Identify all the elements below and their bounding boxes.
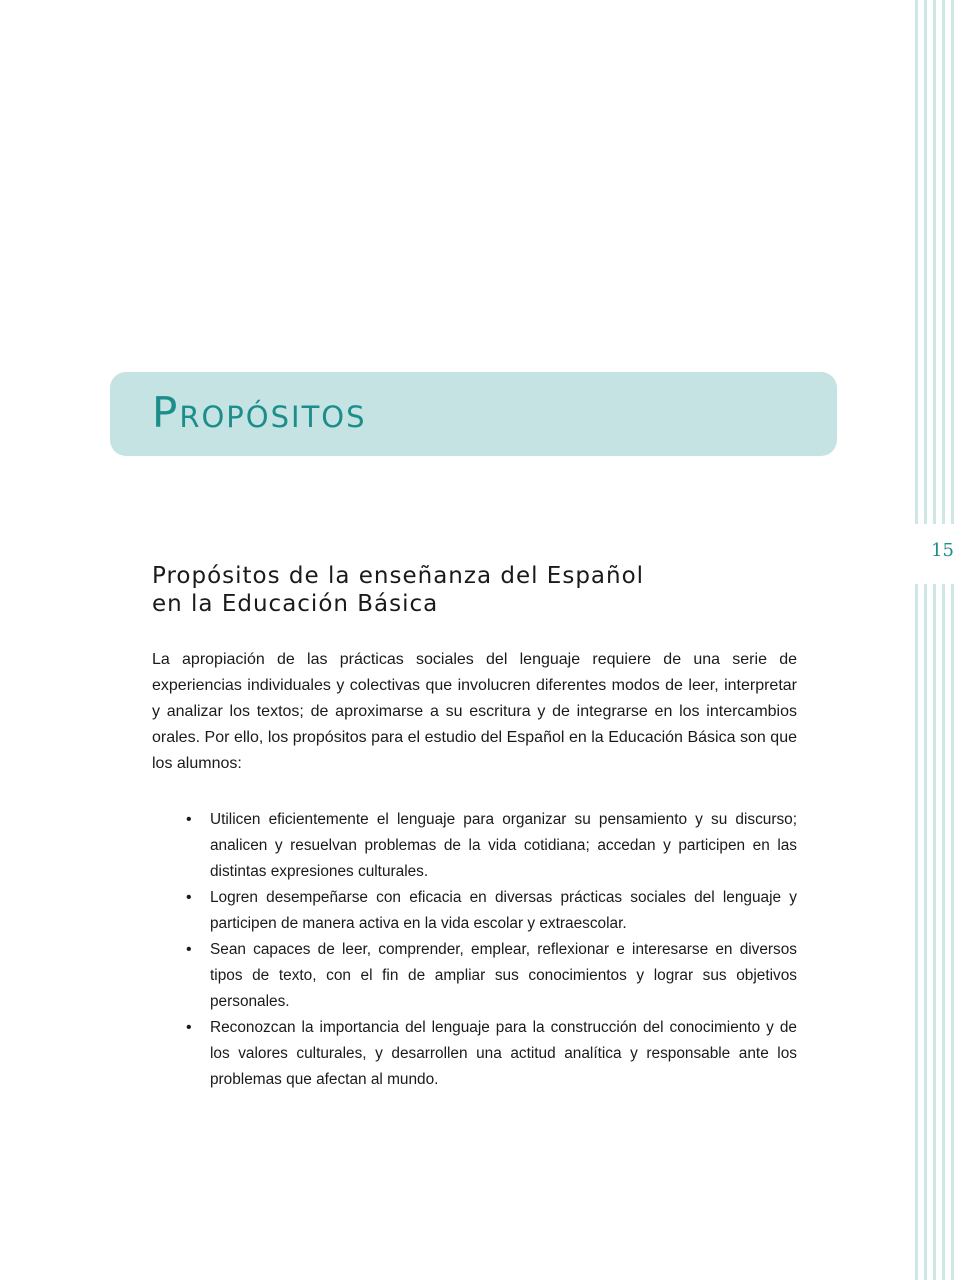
stripe (951, 0, 954, 1280)
stripe (915, 0, 918, 1280)
bullet-icon: • (186, 1019, 192, 1036)
stripe (933, 0, 936, 1280)
intro-paragraph: La apropiación de las prácticas sociales del lenguaje requiere de una serie de experiencias individuales y colectivas que involucren diferentes modos de leer, interpretar y analizar los textos; de aproximarse a su escritura y de integrarse en los intercambios orales. Por ello, los propósitos para el estudio del Español en la Educación Básica son que los alumnos: (152, 651, 797, 772)
list-item (186, 885, 797, 937)
list-item-text: Utilicen eficientemente el lenguaje para organizar su pensamiento y su discurso; analicen y resuelvan problemas de la vida cotidiana; accedan y participen en las distintas expresiones culturales. (210, 811, 797, 880)
bullet-icon: • (186, 941, 192, 958)
bullet-icon: • (186, 889, 192, 906)
section-heading-line-2: en la Educación Básica (152, 591, 439, 617)
main-content (152, 562, 797, 1093)
list-item-text: Logren desempeñarse con eficacia en diversas prácticas sociales del lenguaje y participen de manera activa en la vida escolar y extraescolar. (210, 889, 797, 932)
stripe (924, 0, 927, 1280)
stripe (942, 0, 945, 1280)
list-item (186, 937, 797, 1015)
list-item (186, 807, 797, 885)
page-number: 15 (931, 540, 954, 561)
decorative-side-stripes (912, 0, 972, 1280)
section-heading-line-1: Propósitos de la enseñanza del Español (152, 563, 645, 589)
purposes-list (152, 807, 797, 1093)
section-banner (110, 372, 837, 456)
bullet-icon: • (186, 811, 192, 828)
list-item (186, 1015, 797, 1093)
list-item-text: Reconozcan la importancia del lenguaje para la construcción del conocimiento y de los valores culturales, y desarrollen una actitud analítica y responsable ante los problemas que afectan al mundo. (210, 1019, 797, 1088)
section-heading (152, 562, 797, 618)
list-item-text: Sean capaces de leer, comprender, emplear, reflexionar e interesarse en diversos tipos de texto, con el fin de ampliar sus conocimientos y lograr sus objetivos personales. (210, 941, 797, 1010)
banner-title: Propósitos (152, 388, 367, 437)
